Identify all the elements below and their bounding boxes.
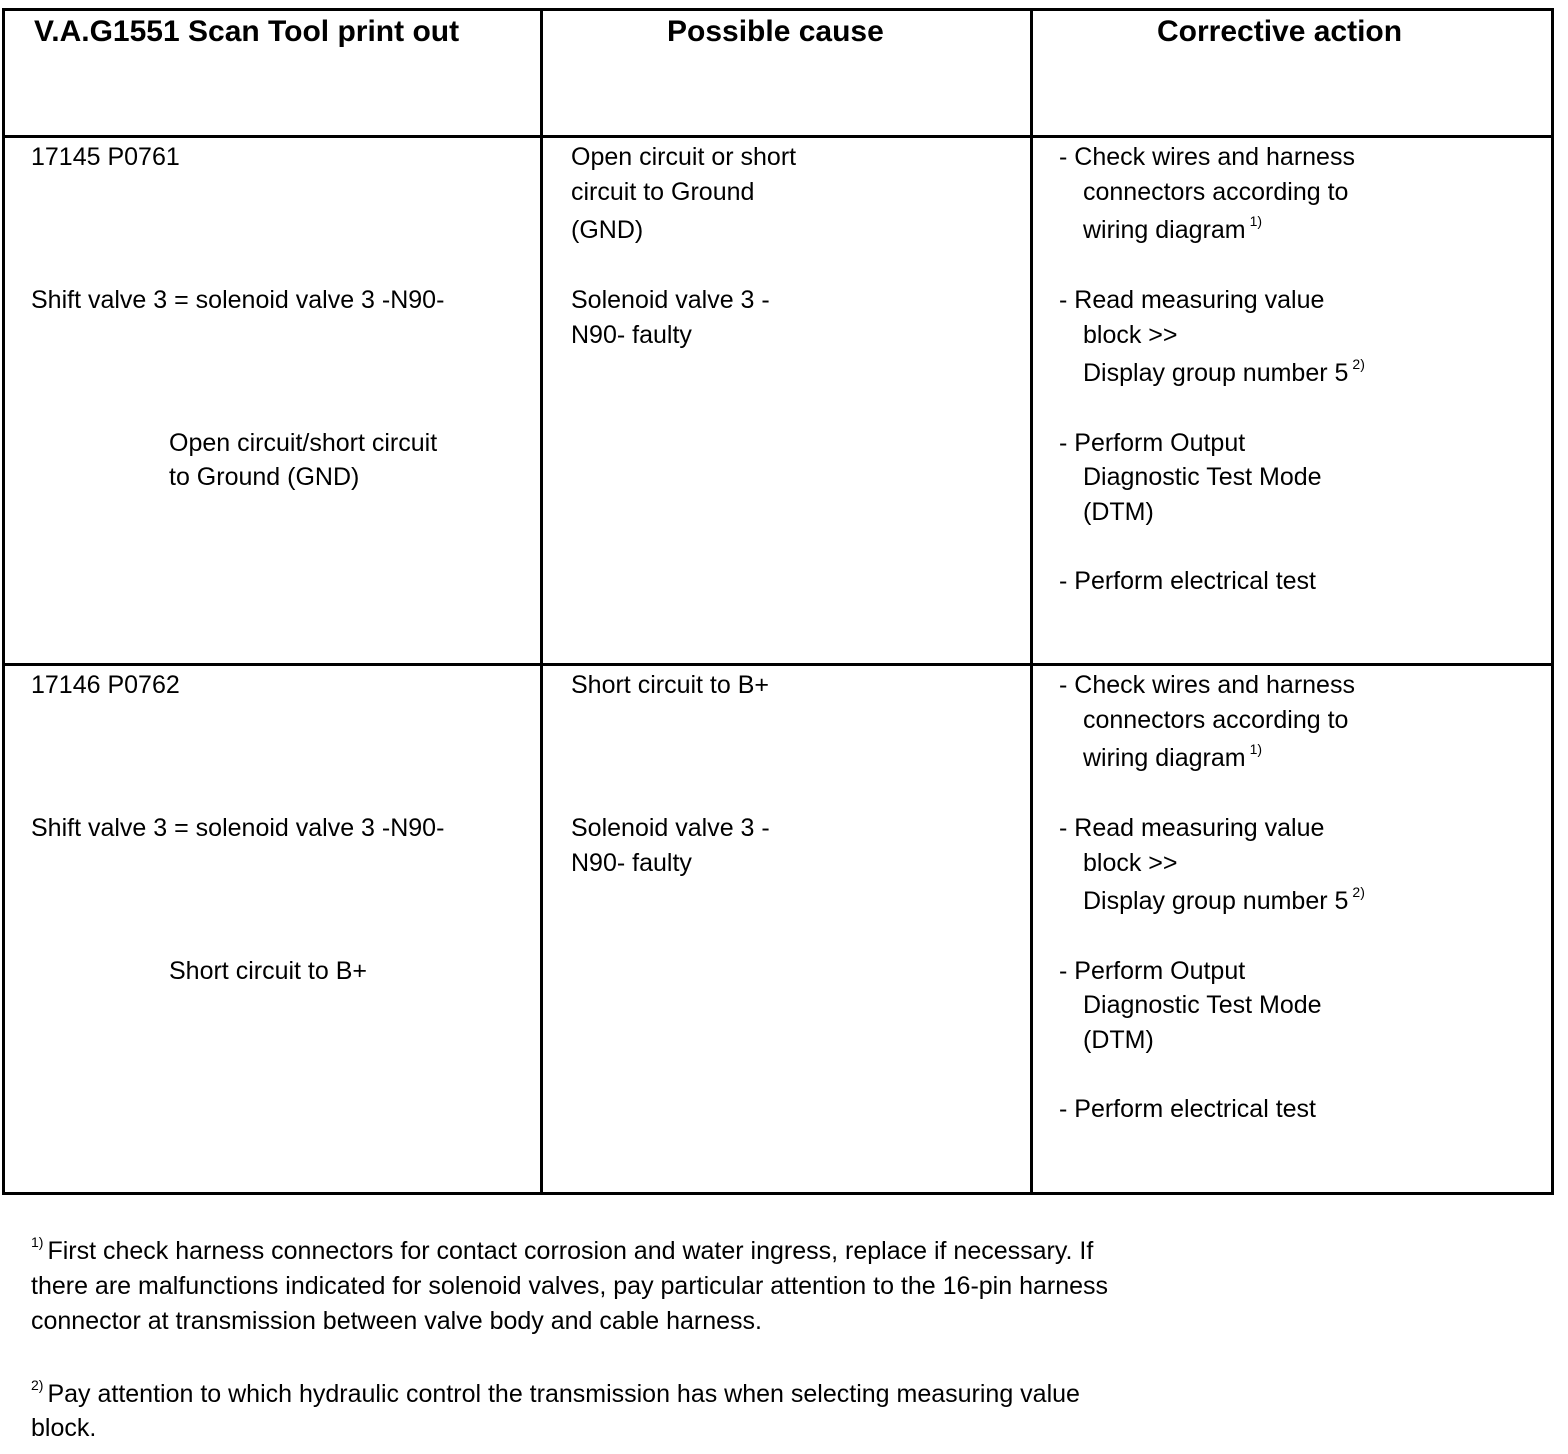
header-corrective-action: Corrective action: [1157, 15, 1403, 48]
action-text: connectors according to: [1083, 178, 1349, 206]
footnote-ref: 2): [1352, 884, 1365, 900]
action-text: - Perform Output: [1059, 429, 1246, 457]
cause-text: Solenoid valve 3 -: [571, 286, 770, 314]
cause-text: (GND): [571, 216, 644, 244]
footnote-1-line: there are malfunctions indicated for solenoid valves, pay particular attention to the 16-pin harness: [31, 1272, 1109, 1300]
table-border-right: [1551, 8, 1554, 1195]
cause-text: Short circuit to B+: [571, 671, 769, 699]
action-text: wiring diagram $^{1)}$: [1083, 741, 1263, 772]
action-text: - Check wires and harness: [1059, 671, 1355, 699]
cause-text: Open circuit or short: [571, 143, 797, 171]
footnote-mark: 2): [31, 1377, 44, 1393]
fault-type-line: to Ground (GND): [169, 463, 360, 491]
cause-text: N90- faulty: [571, 321, 692, 349]
table-row-divider: [2, 663, 1554, 666]
cause-text: Solenoid valve 3 -: [571, 814, 770, 842]
table-border-top: [2, 8, 1554, 11]
header-scan-tool: V.A.G1551 Scan Tool print out: [34, 15, 460, 48]
fault-code: 17146 P0762: [31, 671, 180, 699]
table-column-divider-2: [1030, 8, 1033, 1195]
cause-text: N90- faulty: [571, 849, 692, 877]
fault-type-line: Open circuit/short circuit: [169, 429, 438, 457]
fault-code: 17145 P0761: [31, 143, 180, 171]
action-text: - Perform electrical test: [1059, 567, 1317, 595]
action-text: Display group number 5 $^{2)}$: [1083, 356, 1365, 387]
action-text: - Read measuring value: [1059, 286, 1325, 314]
action-text: (DTM): [1083, 498, 1154, 526]
action-text: Display group number 5 $^{2)}$: [1083, 884, 1365, 915]
table-border-left: [2, 8, 5, 1195]
footnote-ref: 1): [1249, 213, 1263, 229]
action-text: Diagnostic Test Mode: [1083, 991, 1322, 1019]
action-text: - Check wires and harness: [1059, 143, 1355, 171]
footnote-ref: 2): [1352, 356, 1365, 372]
action-text: Diagnostic Test Mode: [1083, 463, 1322, 491]
footnote-1-line: connector at transmission between valve body and cable harness.: [31, 1307, 762, 1335]
action-text: block >>: [1083, 849, 1178, 877]
action-text: block >>: [1083, 321, 1178, 349]
action-text: - Read measuring value: [1059, 814, 1325, 842]
action-text: - Perform electrical test: [1059, 1095, 1317, 1123]
action-text: (DTM): [1083, 1026, 1154, 1054]
table-header-divider: [2, 135, 1554, 138]
action-text: - Perform Output: [1059, 957, 1246, 985]
footnote-1-line: $^{1)}$ First check harness connectors for contact corrosion and water ingress, replace if necessary. If: [31, 1234, 1094, 1265]
action-text: connectors according to: [1083, 706, 1349, 734]
footnote-mark: 1): [31, 1234, 44, 1250]
footnote-ref: 1): [1249, 741, 1263, 757]
component-text: Shift valve 3 = solenoid valve 3 -N90-: [31, 286, 445, 314]
footnote-2-line: block.: [31, 1414, 97, 1442]
table-border-bottom: [2, 1192, 1554, 1195]
table-column-divider-1: [540, 8, 543, 1195]
cause-text: circuit to Ground: [571, 178, 755, 206]
component-text: Shift valve 3 = solenoid valve 3 -N90-: [31, 814, 445, 842]
footnote-2-line: $^{2)}$ Pay attention to which hydraulic control the transmission has when selecting measuring value: [31, 1377, 1080, 1408]
action-text: wiring diagram $^{1)}$: [1083, 213, 1263, 244]
fault-type-line: Short circuit to B+: [169, 957, 367, 985]
header-possible-cause: Possible cause: [667, 15, 884, 48]
